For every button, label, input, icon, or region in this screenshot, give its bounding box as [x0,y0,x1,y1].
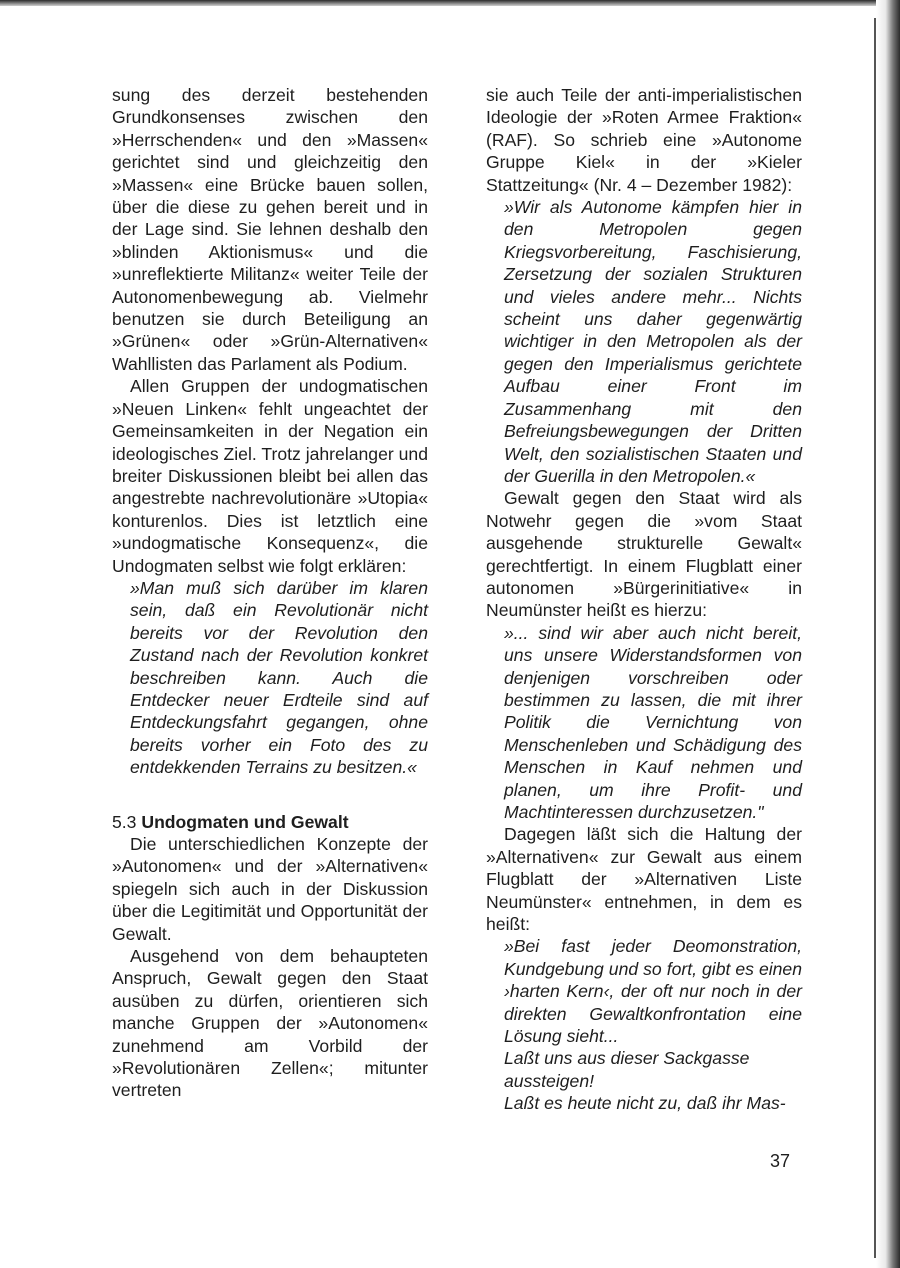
section-heading [112,811,428,833]
right-paragraph-1: sie auch Teile der anti-imperialistischen Ideologie der »Roten Armee Fraktion« (RAF). So schrieb eine »Autonome Gruppe Kiel« in der »Kieler Stattzeitung« (Nr. 4 – Dezember 1982): [486,85,802,195]
right-paragraph-3: Dagegen läßt sich die Haltung der »Alternativen« zur Gewalt aus einem Flugblatt der »Alternativen Liste Neumünster« entnehmen, in dem es heißt: [486,824,802,935]
right-quote-2: »... sind wir aber auch nicht bereit, uns unsere Widerstandsformen von denjenigen vorschreiben oder bestimmen zu lassen, die mit ihrer Politik die Vernichtung von Menschenleben und Schädigung des Menschen in Kauf nehmen und planen, um ihre Profit- und Machtinteressen durchzusetzen." [504,622,802,822]
section-title: Undogmaten und Gewalt [141,811,349,832]
right-quote-3a: »Bei fast jeder Deomonstration, Kundgebung und so fort, gibt es einen ›harten Kern‹, der oft nur noch in der direkten Gewaltkonfrontation eine Lösung sieht... [504,936,802,1047]
right-quote-3b: Laßt uns aus dieser Sackgasse aussteigen! [504,1048,750,1091]
left-paragraph-3: Die unterschiedlichen Konzepte der »Autonomen« und der »Alternativen« spiegeln sich auch in der Diskussion über die Legitimität und Opportunität der Gewalt. [112,834,428,944]
right-quote-1: »Wir als Autonome kämpfen hier in den Metropolen gegen Kriegsvorbereitung, Faschisierung, Zersetzung der sozialen Strukturen und vieles andere mehr... Nichts scheint uns daher gegenwärtig wichtiger in den Metropolen als der gegen den Imperialismus gerichtete Aufbau einer Front im Zusammenhang mit den Befreiungsbewegungen der Dritten Welt, den sozialistischen Staaten und der Guerilla in den Metropolen.« [504,197,802,486]
page-number: 37 [770,1151,791,1171]
right-column [486,84,802,1115]
left-column [112,84,428,1102]
section-number: 5.3 [112,811,137,832]
right-paragraph-2: Gewalt gegen den Staat wird als Notwehr gegen die »vom Staat ausgehende strukturelle Gewalt« gerechtfertigt. In einem Flugblatt einer autonomen »Bürgerinitiative« in Neumünster heißt es hierzu: [486,488,802,621]
page-right-edge [876,0,900,1268]
left-quote-1: »Man muß sich darüber im klaren sein, daß ein Revolutionär nicht bereits vor der Revolution den Zustand nach der Revolution konkret beschreiben kann. Auch die Entdecker neuer Erdteile sind auf Entdeckungsfahrt gegangen, ohne bereits vorher ein Foto des zu entdekkenden Terrains zu besitzen.« [130,577,428,778]
right-quote-3c: Laßt es heute nicht zu, daß ihr Mas- [504,1093,786,1114]
page-top-edge [0,0,880,6]
left-paragraph-4: Ausgehend von dem behaupteten Anspruch, Gewalt gegen den Staat ausüben zu dürfen, orientieren sich manche Gruppen der »Autonomen« zunehmend am Vorbild der »Revolutionären Zellen«; mitunter vertreten [112,946,428,1101]
page-gutter-line [874,18,876,1258]
left-paragraph-1: sung des derzeit bestehenden Grundkonsenses zwischen den »Herrschenden« und den »Massen« gerichtet sind und gleichzeitig den »Massen« eine Brücke bauen sollen, über die diese zu gehen bereit und in der Lage sind. Sie lehnen deshalb den »blinden Aktionismus« und die »unreflektierte Militanz« weiter Teile der Autonomenbewegung ab. Vielmehr benutzen sie durch Beteiligung an »Grünen« oder »Grün-Alternativen« Wahllisten das Parlament als Podium. [112,85,428,374]
left-paragraph-2: Allen Gruppen der undogmatischen »Neuen Linken« fehlt ungeachtet der Gemeinsamkeiten in der Negation ein ideologisches Ziel. Trotz jahrelanger und breiter Diskussionen bleibt bei allen das angestrebte nachrevolutionäre »Utopia« konturenlos. Dies ist letztlich eine »undogmatische Konsequenz«, die Undogmaten selbst wie folgt erklären: [112,376,428,576]
